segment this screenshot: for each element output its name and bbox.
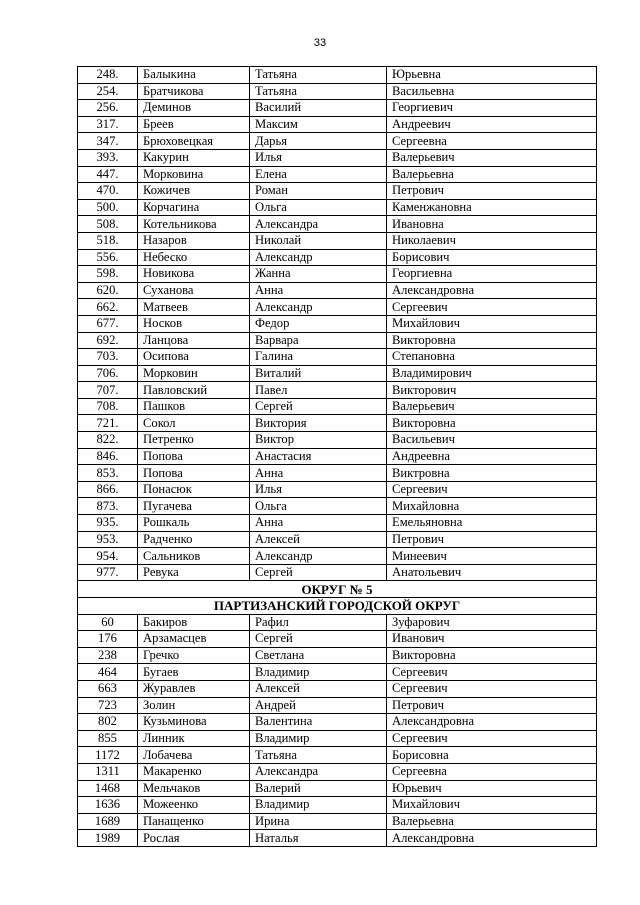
table-row (78, 116, 597, 133)
surname-cell: Осипова (138, 349, 250, 366)
surname-cell: Попова (138, 448, 250, 465)
table-row (78, 266, 597, 283)
first-name-cell: Наталья (250, 830, 387, 847)
first-name-cell: Владимир (250, 664, 387, 681)
patronymic-cell: Александровна (387, 830, 597, 847)
patronymic-cell: Георгиевна (387, 266, 597, 283)
surname-cell: Назаров (138, 232, 250, 249)
surname-cell: Бугаев (138, 664, 250, 681)
row-number-cell: 347. (78, 133, 138, 150)
row-number-cell: 1172 (78, 747, 138, 764)
table-row (78, 498, 597, 515)
surname-cell: Кожичев (138, 183, 250, 200)
surname-cell: Можеенко (138, 797, 250, 814)
surname-cell: Лобачева (138, 747, 250, 764)
first-name-cell: Федор (250, 315, 387, 332)
row-number-cell: 662. (78, 299, 138, 316)
row-number-cell: 256. (78, 100, 138, 117)
row-number-cell: 1468 (78, 780, 138, 797)
roster-rows-district (78, 614, 597, 846)
row-number-cell: 802 (78, 714, 138, 731)
table-row (78, 315, 597, 332)
table-row (78, 531, 597, 548)
table-row (78, 664, 597, 681)
table-row (78, 448, 597, 465)
row-number-cell: 464 (78, 664, 138, 681)
table-row (78, 465, 597, 482)
table-row (78, 382, 597, 399)
surname-cell: Деминов (138, 100, 250, 117)
surname-cell: Рошкаль (138, 515, 250, 532)
surname-cell: Петренко (138, 432, 250, 449)
row-number-cell: 500. (78, 199, 138, 216)
row-number-cell: 1689 (78, 813, 138, 830)
row-number-cell: 1636 (78, 797, 138, 814)
patronymic-cell: Викторович (387, 382, 597, 399)
first-name-cell: Ольга (250, 199, 387, 216)
surname-cell: Морковин (138, 365, 250, 382)
surname-cell: Попова (138, 465, 250, 482)
patronymic-cell: Петрович (387, 183, 597, 200)
surname-cell: Золин (138, 697, 250, 714)
surname-cell: Рослая (138, 830, 250, 847)
table-row (78, 515, 597, 532)
row-number-cell: 703. (78, 349, 138, 366)
table-row (78, 432, 597, 449)
surname-cell: Линник (138, 730, 250, 747)
first-name-cell: Анастасия (250, 448, 387, 465)
row-number-cell: 708. (78, 398, 138, 415)
first-name-cell: Галина (250, 349, 387, 366)
first-name-cell: Варвара (250, 332, 387, 349)
table-row (78, 564, 597, 581)
patronymic-cell: Юрьевна (387, 67, 597, 84)
row-number-cell: 238 (78, 647, 138, 664)
patronymic-cell: Владимирович (387, 365, 597, 382)
row-number-cell: 846. (78, 448, 138, 465)
row-number-cell: 1311 (78, 763, 138, 780)
row-number-cell: 60 (78, 614, 138, 631)
row-number-cell: 953. (78, 531, 138, 548)
row-number-cell: 822. (78, 432, 138, 449)
first-name-cell: Сергей (250, 564, 387, 581)
first-name-cell: Виктория (250, 415, 387, 432)
patronymic-cell: Иванович (387, 631, 597, 648)
patronymic-cell: Зуфарович (387, 614, 597, 631)
row-number-cell: 598. (78, 266, 138, 283)
surname-cell: Арзамасцев (138, 631, 250, 648)
table-row (78, 680, 597, 697)
row-number-cell: 853. (78, 465, 138, 482)
first-name-cell: Татьяна (250, 67, 387, 84)
row-number-cell: 620. (78, 282, 138, 299)
patronymic-cell: Юрьевич (387, 780, 597, 797)
first-name-cell: Алексей (250, 531, 387, 548)
row-number-cell: 663 (78, 680, 138, 697)
patronymic-cell: Степановна (387, 349, 597, 366)
patronymic-cell: Михайлович (387, 797, 597, 814)
first-name-cell: Виктор (250, 432, 387, 449)
table-row (78, 299, 597, 316)
first-name-cell: Алексей (250, 680, 387, 697)
patronymic-cell: Михайлович (387, 315, 597, 332)
patronymic-cell: Сергеевич (387, 664, 597, 681)
patronymic-cell: Валерьевна (387, 166, 597, 183)
patronymic-cell: Сергеевич (387, 730, 597, 747)
first-name-cell: Татьяна (250, 83, 387, 100)
first-name-cell: Александр (250, 299, 387, 316)
surname-cell: Братчикова (138, 83, 250, 100)
first-name-cell: Анна (250, 282, 387, 299)
first-name-cell: Ирина (250, 813, 387, 830)
first-name-cell: Ольга (250, 498, 387, 515)
first-name-cell: Василий (250, 100, 387, 117)
table-row (78, 730, 597, 747)
first-name-cell: Валентина (250, 714, 387, 731)
district-number-heading: ОКРУГ № 5 (78, 581, 597, 598)
table-row (78, 100, 597, 117)
patronymic-cell: Анатольевич (387, 564, 597, 581)
row-number-cell: 977. (78, 564, 138, 581)
patronymic-cell: Викторовна (387, 332, 597, 349)
surname-cell: Ревука (138, 564, 250, 581)
row-number-cell: 317. (78, 116, 138, 133)
table-row (78, 398, 597, 415)
first-name-cell: Александра (250, 216, 387, 233)
roster-rows-before (78, 67, 597, 581)
first-name-cell: Андрей (250, 697, 387, 714)
first-name-cell: Виталий (250, 365, 387, 382)
first-name-cell: Светлана (250, 647, 387, 664)
row-number-cell: 873. (78, 498, 138, 515)
row-number-cell: 508. (78, 216, 138, 233)
row-number-cell: 677. (78, 315, 138, 332)
table-row (78, 747, 597, 764)
table-row (78, 415, 597, 432)
table-row (78, 481, 597, 498)
table-row (78, 548, 597, 565)
patronymic-cell: Сергеевна (387, 763, 597, 780)
row-number-cell: 855 (78, 730, 138, 747)
patronymic-cell: Каменжановна (387, 199, 597, 216)
surname-cell: Панащенко (138, 813, 250, 830)
table-row (78, 697, 597, 714)
first-name-cell: Илья (250, 481, 387, 498)
surname-cell: Бреев (138, 116, 250, 133)
patronymic-cell: Викторовна (387, 415, 597, 432)
row-number-cell: 935. (78, 515, 138, 532)
surname-cell: Павловский (138, 382, 250, 399)
row-number-cell: 248. (78, 67, 138, 84)
table-row (78, 166, 597, 183)
row-number-cell: 254. (78, 83, 138, 100)
table-row (78, 133, 597, 150)
first-name-cell: Павел (250, 382, 387, 399)
first-name-cell: Александра (250, 763, 387, 780)
surname-cell: Матвеев (138, 299, 250, 316)
first-name-cell: Александр (250, 249, 387, 266)
district-heading-group (78, 581, 597, 614)
patronymic-cell: Борисович (387, 249, 597, 266)
first-name-cell: Анна (250, 515, 387, 532)
patronymic-cell: Петрович (387, 531, 597, 548)
patronymic-cell: Викторовна (387, 647, 597, 664)
patronymic-cell: Николаевич (387, 232, 597, 249)
first-name-cell: Рафил (250, 614, 387, 631)
first-name-cell: Сергей (250, 631, 387, 648)
surname-cell: Макаренко (138, 763, 250, 780)
first-name-cell: Жанна (250, 266, 387, 283)
patronymic-cell: Борисовна (387, 747, 597, 764)
patronymic-cell: Сергеевич (387, 299, 597, 316)
table-row (78, 349, 597, 366)
row-number-cell: 470. (78, 183, 138, 200)
surname-cell: Мельчаков (138, 780, 250, 797)
row-number-cell: 692. (78, 332, 138, 349)
table-row (78, 67, 597, 84)
surname-cell: Сальников (138, 548, 250, 565)
first-name-cell: Александр (250, 548, 387, 565)
surname-cell: Котельникова (138, 216, 250, 233)
surname-cell: Какурин (138, 149, 250, 166)
table-row (78, 249, 597, 266)
table-row (78, 631, 597, 648)
table-row (78, 614, 597, 631)
first-name-cell: Владимир (250, 797, 387, 814)
surname-cell: Суханова (138, 282, 250, 299)
table-row (78, 714, 597, 731)
table-row (78, 332, 597, 349)
surname-cell: Кузьминова (138, 714, 250, 731)
first-name-cell: Елена (250, 166, 387, 183)
table-row (78, 216, 597, 233)
surname-cell: Понасюк (138, 481, 250, 498)
first-name-cell: Роман (250, 183, 387, 200)
surname-cell: Морковина (138, 166, 250, 183)
surname-cell: Носков (138, 315, 250, 332)
surname-cell: Сокол (138, 415, 250, 432)
row-number-cell: 556. (78, 249, 138, 266)
patronymic-cell: Минеевич (387, 548, 597, 565)
patronymic-cell: Петрович (387, 697, 597, 714)
patronymic-cell: Валерьевич (387, 149, 597, 166)
surname-cell: Ланцова (138, 332, 250, 349)
surname-cell: Корчагина (138, 199, 250, 216)
first-name-cell: Николай (250, 232, 387, 249)
row-number-cell: 707. (78, 382, 138, 399)
patronymic-cell: Андреевна (387, 448, 597, 465)
surname-cell: Радченко (138, 531, 250, 548)
page-number: 33 (313, 37, 327, 49)
row-number-cell: 866. (78, 481, 138, 498)
table-row (78, 830, 597, 847)
row-number-cell: 176 (78, 631, 138, 648)
table-row (78, 797, 597, 814)
patronymic-cell: Александровна (387, 282, 597, 299)
patronymic-cell: Емельяновна (387, 515, 597, 532)
first-name-cell: Анна (250, 465, 387, 482)
patronymic-cell: Виктровна (387, 465, 597, 482)
patronymic-cell: Сергеевна (387, 133, 597, 150)
surname-cell: Новикова (138, 266, 250, 283)
table-row (78, 365, 597, 382)
surname-cell: Пугачева (138, 498, 250, 515)
patronymic-cell: Ивановна (387, 216, 597, 233)
district-name-heading: ПАРТИЗАНСКИЙ ГОРОДСКОЙ ОКРУГ (78, 598, 597, 615)
surname-cell: Гречко (138, 647, 250, 664)
table-row (78, 813, 597, 830)
patronymic-cell: Александровна (387, 714, 597, 731)
patronymic-cell: Андреевич (387, 116, 597, 133)
row-number-cell: 518. (78, 232, 138, 249)
surname-cell: Балыкина (138, 67, 250, 84)
row-number-cell: 1989 (78, 830, 138, 847)
table-row (78, 232, 597, 249)
surname-cell: Брюховецкая (138, 133, 250, 150)
patronymic-cell: Михайловна (387, 498, 597, 515)
first-name-cell: Владимир (250, 730, 387, 747)
patronymic-cell: Васильевич (387, 432, 597, 449)
table-row (78, 647, 597, 664)
patronymic-cell: Сергеевич (387, 680, 597, 697)
patronymic-cell: Васильевна (387, 83, 597, 100)
surname-cell: Журавлев (138, 680, 250, 697)
first-name-cell: Сергей (250, 398, 387, 415)
district-heading-row (78, 581, 597, 598)
row-number-cell: 723 (78, 697, 138, 714)
row-number-cell: 447. (78, 166, 138, 183)
first-name-cell: Татьяна (250, 747, 387, 764)
roster-table (77, 66, 597, 847)
patronymic-cell: Сергеевич (387, 481, 597, 498)
first-name-cell: Илья (250, 149, 387, 166)
table-row (78, 149, 597, 166)
patronymic-cell: Валерьевич (387, 398, 597, 415)
table-row (78, 199, 597, 216)
table-row (78, 83, 597, 100)
first-name-cell: Дарья (250, 133, 387, 150)
surname-cell: Пашков (138, 398, 250, 415)
surname-cell: Небеско (138, 249, 250, 266)
first-name-cell: Валерий (250, 780, 387, 797)
district-name-row (78, 598, 597, 615)
surname-cell: Бакиров (138, 614, 250, 631)
table-row (78, 183, 597, 200)
row-number-cell: 954. (78, 548, 138, 565)
row-number-cell: 393. (78, 149, 138, 166)
row-number-cell: 706. (78, 365, 138, 382)
patronymic-cell: Георгиевич (387, 100, 597, 117)
patronymic-cell: Валерьевна (387, 813, 597, 830)
table-row (78, 780, 597, 797)
table-row (78, 763, 597, 780)
first-name-cell: Максим (250, 116, 387, 133)
row-number-cell: 721. (78, 415, 138, 432)
table-row (78, 282, 597, 299)
